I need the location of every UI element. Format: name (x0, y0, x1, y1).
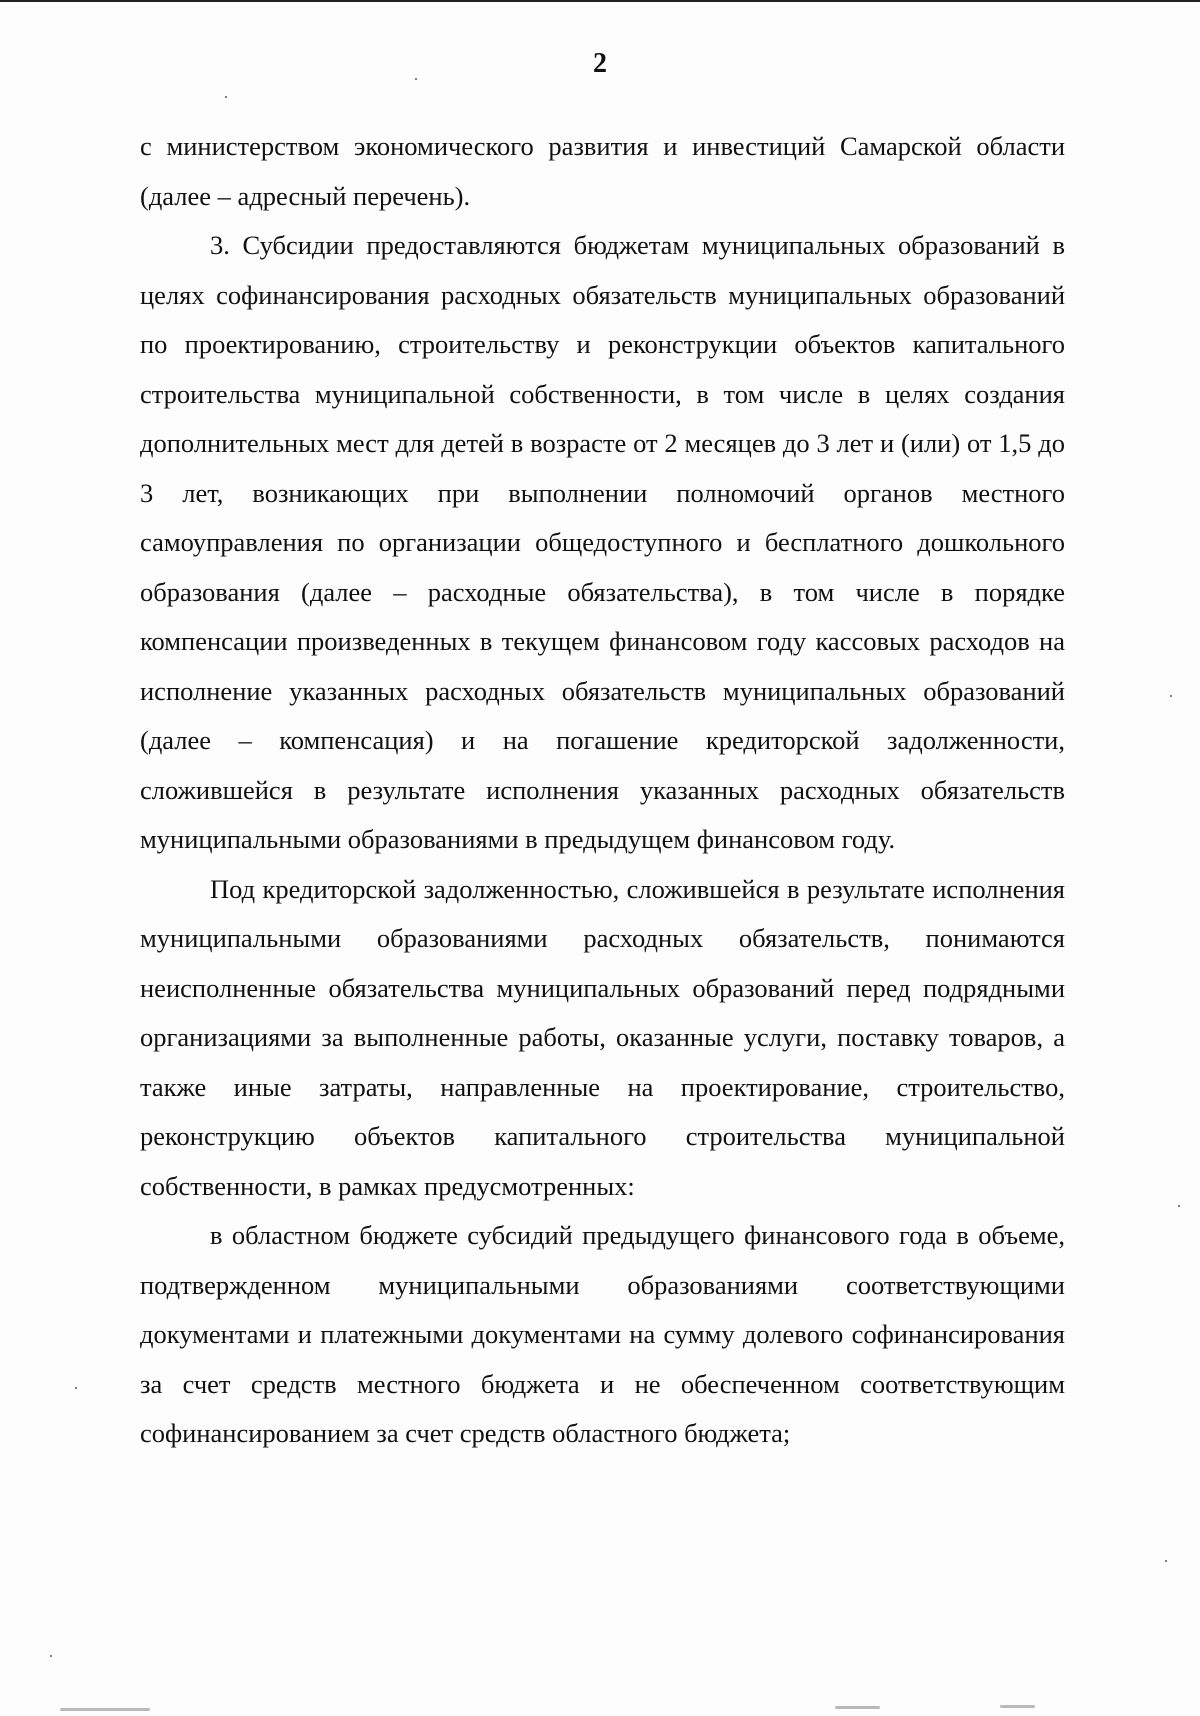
document-body (140, 122, 1065, 1459)
scan-smudge (1000, 1705, 1035, 1708)
scan-smudge (835, 1706, 880, 1709)
scan-speck (1170, 695, 1172, 697)
scan-speck (75, 1387, 77, 1389)
scan-speck (50, 1655, 52, 1657)
paragraph-item-3: 3. Субсидии предоставляются бюджетам муниципальных образований в целях софинансирования расходных обязательств муниципальных образований по проектированию, строительству и реконструкции объектов капитального строительства муниципальной собственности, в том числе в целях создания дополнительных мест для детей в возрасте от 2 месяцев до 3 лет и (или) от 1,5 до 3 лет, возникающих при выполнении полномочий органов местного самоуправления по организации общедоступного и бесплатного дошкольного образования (далее – расходные обязательства), в том числе в порядке компенсации произведенных в текущем финансовом году кассовых расходов на исполнение указанных расходных обязательств муниципальных образований (далее – компенсация) и на погашение кредиторской задолженности, сложившейся в результате исполнения указанных расходных обязательств муниципальными образованиями в предыдущем финансовом году. (140, 230, 1065, 854)
paragraph-definition: Под кредиторской задолженностью, сложившейся в результате исполнения муниципальными образованиями расходных обязательств, понимаются неисполненные обязательства муниципальных образований перед подрядными организациями за выполненные работы, оказанные услуги, поставку товаров, а также иные затраты, направленные на проектирование, строительство, реконструкцию объектов капитального строительства муниципальной собственности, в рамках предусмотренных: (140, 873, 1065, 1201)
paragraph-clause: в областном бюджете субсидий предыдущего финансового года в объеме, подтвержденном муниципальными образованиями соответствующими документами и платежными документами на сумму долевого софинансирования за счет средств местного бюджета и не обеспеченном соответствующим софинансированием за счет средств областного бюджета; (140, 1220, 1065, 1448)
page-number: 2 (593, 48, 607, 79)
scan-top-edge (0, 0, 1200, 2)
scan-smudge (60, 1708, 150, 1711)
scan-speck (225, 96, 227, 98)
scan-speck (415, 78, 417, 80)
paragraph-continuation: с министерством экономического развития и инвестиций Самарской области (далее – адресный перечень). (140, 131, 1065, 211)
scan-speck (1165, 1560, 1167, 1562)
scan-speck (1178, 1205, 1180, 1207)
